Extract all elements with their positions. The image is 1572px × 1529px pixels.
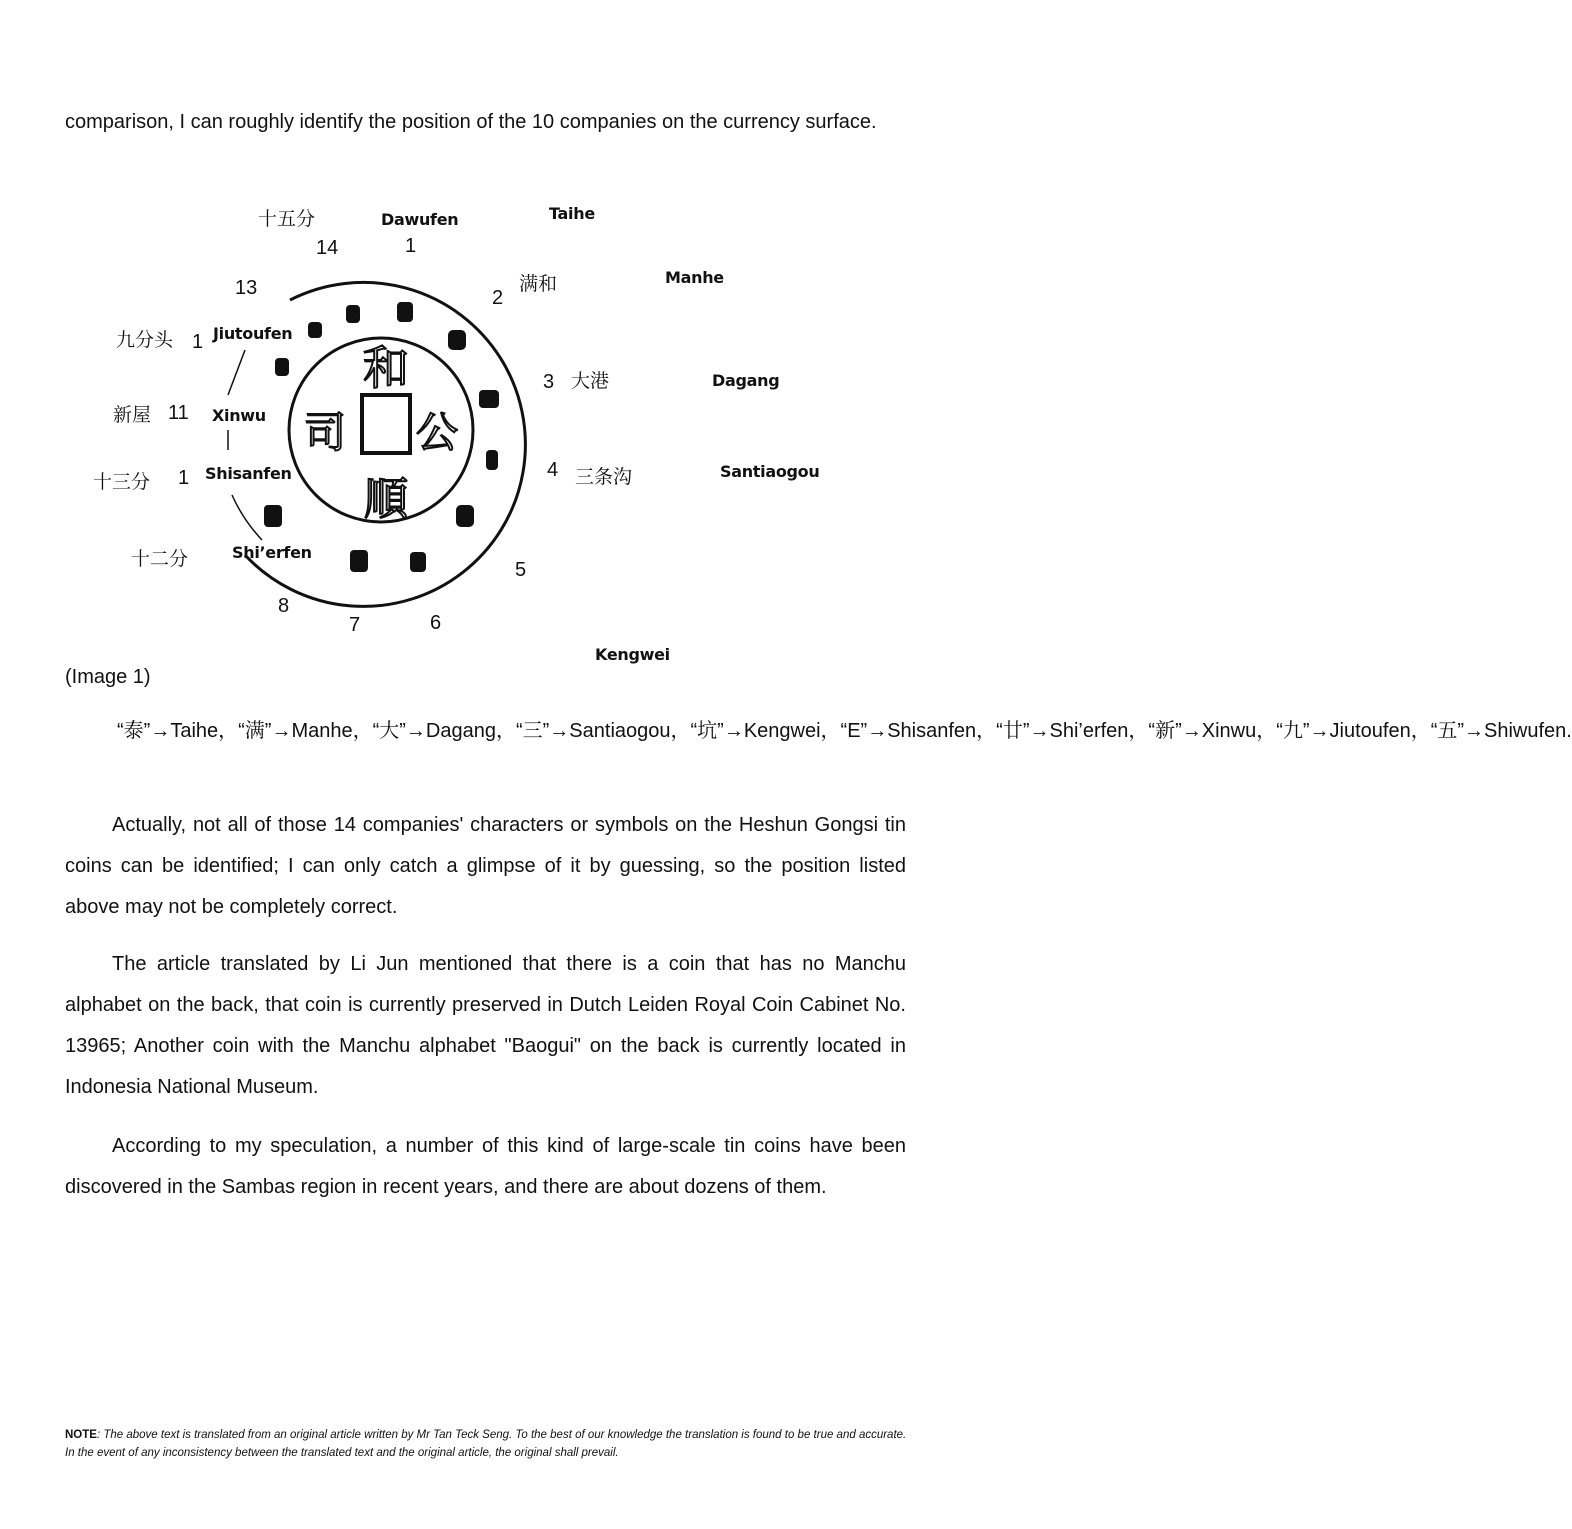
position-number: 1 [178, 467, 190, 489]
mapping-paragraph: “泰”→Taihe，“满”→Manhe，“大”→Dagang，“三”→Santiaogou，“坑”→Kengwei，“E”→Shisanfen，“廿”→Shi’erfen，“新”→Xinwu，“九”→Jiutoufen，“五”→Shiwufen. [117, 720, 1572, 742]
position-number: 1 [405, 235, 417, 257]
label-kengwei: Kengwei [595, 645, 670, 664]
label-dagang: Dagang [712, 371, 780, 390]
label-zh-xinwu: 新屋 [113, 404, 152, 426]
position-number: 2 [492, 287, 504, 309]
label-zh-shiwufen: 十五分 [258, 208, 316, 230]
position-number: 11 [168, 402, 189, 424]
position-number: 8 [278, 595, 290, 617]
label-zh-jiutoufen: 九分头 [116, 329, 174, 351]
coin-char-right: 公 [415, 408, 459, 457]
coin-char-left: 司 [303, 408, 347, 457]
intro-paragraph: comparison, I can roughly identify the position of the 10 companies on the currency surface. [65, 111, 877, 133]
position-number: 1 [192, 331, 204, 353]
label-zh-santiaogou: 三条沟 [575, 466, 633, 488]
coin-char-bottom: 順 [364, 474, 408, 525]
label-manhe: Manhe [665, 268, 724, 287]
body-paragraph: Actually, not all of those 14 companies' characters or symbols on the Heshun Gongsi tin coins can be identified; I can only catch a glimpse of it by guessing, so the position listed above may not be completely correct. [65, 814, 906, 918]
note-text: : The above text is translated from an original article written by Mr Tan Teck Seng. To the best of our knowledge the translation is found to be true and accurate. In the event of any inconsistency between the translated text and the original article, the original shall prevail. [65, 1429, 907, 1459]
label-zh-manhe: 满和 [519, 273, 558, 295]
position-number: 13 [235, 277, 258, 299]
label-dawufen: Dawufen [381, 210, 459, 229]
label-zh-shierfen: 十二分 [131, 548, 189, 570]
coin-char-top: 和 [363, 341, 409, 395]
position-number: 4 [547, 459, 559, 481]
label-zh-shisanfen: 十三分 [93, 471, 151, 493]
position-number: 6 [430, 612, 442, 634]
position-number: 3 [543, 371, 555, 393]
position-number: 14 [316, 237, 339, 259]
note-label: NOTE [65, 1429, 97, 1441]
label-shierfen: Shi’erfen [232, 543, 312, 562]
translation-note [65, 1426, 915, 1462]
label-shisanfen: Shisanfen [205, 464, 292, 483]
label-jiutoufen: Jiutoufen [213, 324, 293, 343]
label-xinwu: Xinwu [212, 406, 266, 425]
body-paragraph: According to my speculation, a number of this kind of large-scale tin coins have been discovered in the Sambas region in recent years, and there are about dozens of them. [65, 1135, 906, 1198]
square-hole [362, 395, 410, 453]
label-santiaogou: Santiaogou [720, 462, 820, 481]
position-number: 7 [349, 614, 361, 636]
position-number: 5 [515, 559, 527, 581]
label-zh-dagang: 大港 [571, 370, 610, 392]
image-caption: (Image 1) [65, 666, 151, 688]
label-taihe: Taihe [549, 204, 595, 223]
body-paragraph: The article translated by Li Jun mentioned that there is a coin that has no Manchu alphabet on the back, that coin is currently preserved in Dutch Leiden Royal Coin Cabinet No. 13965; Another coin with the Manchu alphabet "Baogui" on the back is currently located in Indonesia National Museum. [65, 953, 906, 1098]
